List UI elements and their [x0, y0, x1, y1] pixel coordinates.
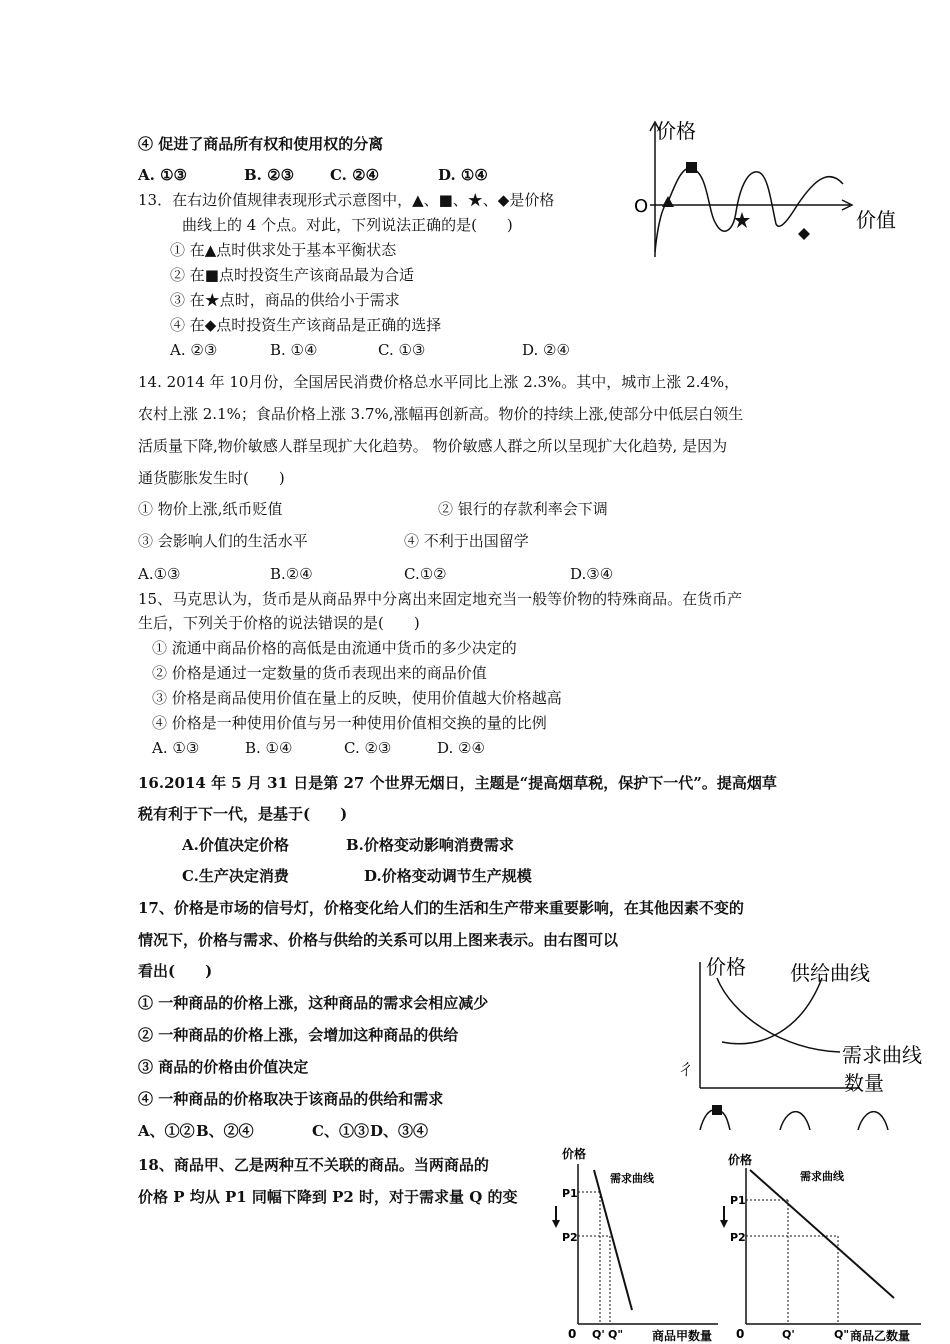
fig18b-p1-label: P1: [730, 1194, 746, 1207]
q14-choice-a: A.①③: [138, 565, 181, 583]
q14-choice-c: C.①②: [404, 565, 447, 583]
fig17-y-label: 价格: [706, 955, 746, 979]
q13-stem-1: 13．在右边价值规律表现形式示意图中，▲、■、★、◆是价格: [138, 191, 555, 209]
q13-option-4: ④ 在◆点时投资生产该商品是正确的选择: [170, 316, 442, 334]
fig17-cut-wave-3: [858, 1112, 888, 1130]
fig13-y-label: 价格: [656, 119, 696, 143]
fig17-x-label: 数量: [844, 1071, 884, 1095]
q14-option-2: ② 银行的存款利率会下调: [438, 500, 608, 518]
q15-stem-2: 生后，下列关于价格的说法错误的是( ): [138, 614, 420, 632]
q13-choice-c: C. ①③: [378, 341, 426, 359]
q16-option-b: B.价格变动影响消费需求: [346, 836, 514, 854]
q14-stem-4: 通货膨胀发生时( ): [138, 469, 285, 487]
q15-option-3: ③ 价格是商品使用价值在量上的反映，使用价值越大价格越高: [152, 689, 562, 707]
diamond-point-icon: [798, 228, 810, 240]
demand-curve-goods-b-figure: [716, 1140, 936, 1344]
supply-demand-figure: [672, 950, 932, 1130]
q13-option-1: ① 在▲点时供求处于基本平衡状态: [170, 241, 397, 259]
q12-choice-c: C. ②④: [330, 166, 380, 184]
fig18a-down-arrow-head: [552, 1220, 560, 1228]
q14-choice-b: B.②④: [270, 565, 313, 583]
q14-stem-1: 14. 2014 年 10月份，全国居民消费价格总水平同比上涨 2.3%。其中，城市上涨 2.4%，: [138, 373, 740, 391]
triangle-point-icon: [662, 196, 674, 207]
fig17-demand-curve: [717, 978, 840, 1052]
q14-option-3: ③ 会影响人们的生活水平: [138, 532, 308, 550]
q12-choice-a: A. ①③: [138, 166, 187, 184]
q14-stem-3: 活质量下降,物价敏感人群呈现扩大化趋势。 物价敏感人群之所以呈现扩大化趋势, 是因为: [138, 437, 728, 455]
q17-stem-1: 17、价格是市场的信号灯，价格变化给人们的生活和生产带来重要影响，在其他因素不变的: [138, 899, 744, 917]
q13-option-3: ③ 在★点时，商品的供给小于需求: [170, 291, 400, 309]
fig17-demand-label: 需求曲线: [842, 1043, 922, 1067]
q13-option-2: ② 在■点时投资生产该商品最为合适: [170, 266, 414, 284]
q15-choice-d: D. ②④: [437, 739, 485, 757]
fig18b-curve-label: 需求曲线: [800, 1170, 844, 1183]
q15-choice-c: C. ②③: [344, 739, 392, 757]
q17-stem-2: 情况下，价格与需求、价格与供给的关系可以用上图来表示。由右图可以: [138, 931, 619, 949]
q13-choice-a: A. ②③: [170, 341, 218, 359]
q16-stem-1: 16.2014 年 5 月 31 日是第 27 个世界无烟日，主题是“提高烟草税，保护下一代”。提高烟草: [138, 774, 777, 792]
q18-stem-1: 18、商品甲、乙是两种互不关联的商品。当两商品的: [138, 1156, 489, 1174]
q14-option-1: ① 物价上涨,纸币贬值: [138, 500, 283, 518]
q14-stem-2: 农村上涨 2.1%；食品价格上涨 3.7%,涨幅再创新高。物价的持续上涨,使部分中低层白领生: [138, 405, 744, 423]
fig18b-demand-curve: [750, 1170, 894, 1298]
q16-option-d: D.价格变动调节生产规模: [364, 867, 532, 885]
q15-choice-b: B. ①④: [245, 739, 293, 757]
q12-choice-d: D. ①④: [438, 166, 488, 184]
fig18a-q1-label: Q': [592, 1328, 605, 1341]
q13-choice-d: D. ②④: [522, 341, 570, 359]
q18-stem-2: 价格 P 均从 P1 同幅下降到 P2 时，对于需求量 Q 的变: [138, 1188, 518, 1206]
q17-option-3: ③ 商品的价格由价值决定: [138, 1058, 309, 1076]
q17-choice-a: A、①②: [138, 1122, 195, 1140]
demand-curve-goods-a-figure: [548, 1140, 728, 1344]
fig13-price-curve: [655, 168, 843, 252]
fig18a-origin: 0: [568, 1327, 577, 1341]
q16-option-a: A.价值决定价格: [182, 836, 289, 854]
q15-option-4: ④ 价格是一种使用价值与另一种使用价值相交换的量的比例: [152, 714, 547, 732]
fig18a-x-label: 商品甲数量: [652, 1329, 713, 1343]
q15-option-2: ② 价格是通过一定数量的货币表现出来的商品价值: [152, 664, 487, 682]
q12-option-4: ④ 促进了商品所有权和使用权的分离: [138, 135, 384, 153]
q17-option-2: ② 一种商品的价格上涨，会增加这种商品的供给: [138, 1026, 459, 1044]
fig18a-y-label: 价格: [562, 1147, 587, 1161]
fig18a-p1-label: P1: [562, 1187, 578, 1200]
q13-choice-b: B. ①④: [270, 341, 318, 359]
q15-option-1: ① 流通中商品价格的高低是由流通中货币的多少决定的: [152, 639, 517, 657]
q17-choice-c: C、①③: [312, 1122, 369, 1140]
q17-option-4: ④ 一种商品的价格取决于该商品的供给和需求: [138, 1090, 444, 1108]
q16-option-c: C.生产决定消费: [182, 867, 289, 885]
fig18b-q1-label: Q': [782, 1328, 795, 1341]
q17-option-1: ① 一种商品的价格上涨，这种商品的需求会相应减少: [138, 994, 489, 1012]
fig18b-p2-label: P2: [730, 1231, 746, 1244]
fig17-cut-square-icon: [712, 1105, 722, 1115]
q13-stem-2: 曲线上的 4 个点。对此，下列说法正确的是( ): [182, 216, 513, 234]
price-value-wave-figure: [628, 112, 913, 262]
q17-choice-d: D、③④: [370, 1122, 429, 1140]
q16-stem-2: 税有利于下一代，是基于( ): [138, 805, 348, 823]
fig17-supply-label: 供给曲线: [790, 961, 870, 985]
q17-stem-3: 看出( ): [138, 962, 213, 980]
fig18a-curve-label: 需求曲线: [610, 1172, 654, 1185]
fig13-x-label: 价值: [856, 208, 896, 232]
q14-option-4: ④ 不利于出国留学: [404, 532, 529, 550]
fig18b-origin: 0: [736, 1327, 745, 1341]
square-point-icon: [686, 162, 697, 173]
q17-choice-b: B、②④: [196, 1122, 254, 1140]
fig18b-y-label: 价格: [728, 1153, 753, 1167]
q15-stem-1: 15、马克思认为，货币是从商品界中分离出来固定地充当一般等价物的特殊商品。在货币产: [138, 590, 743, 608]
fig17-cut-label: ㄔ: [676, 1056, 696, 1080]
q12-choice-b: B. ②③: [244, 166, 295, 184]
fig18a-p2-label: P2: [562, 1231, 578, 1244]
q14-choice-d: D.③④: [570, 565, 614, 583]
fig18b-down-arrow-head: [720, 1220, 728, 1228]
fig18b-x-label: 商品乙数量: [850, 1329, 911, 1343]
fig18b-q2-label: Q": [834, 1328, 850, 1341]
fig18a-q2-label: Q": [608, 1328, 624, 1341]
star-point-icon: [734, 212, 750, 228]
fig17-cut-wave-2: [780, 1112, 810, 1130]
q15-choice-a: A. ①③: [152, 739, 200, 757]
fig13-origin: O: [634, 196, 649, 217]
